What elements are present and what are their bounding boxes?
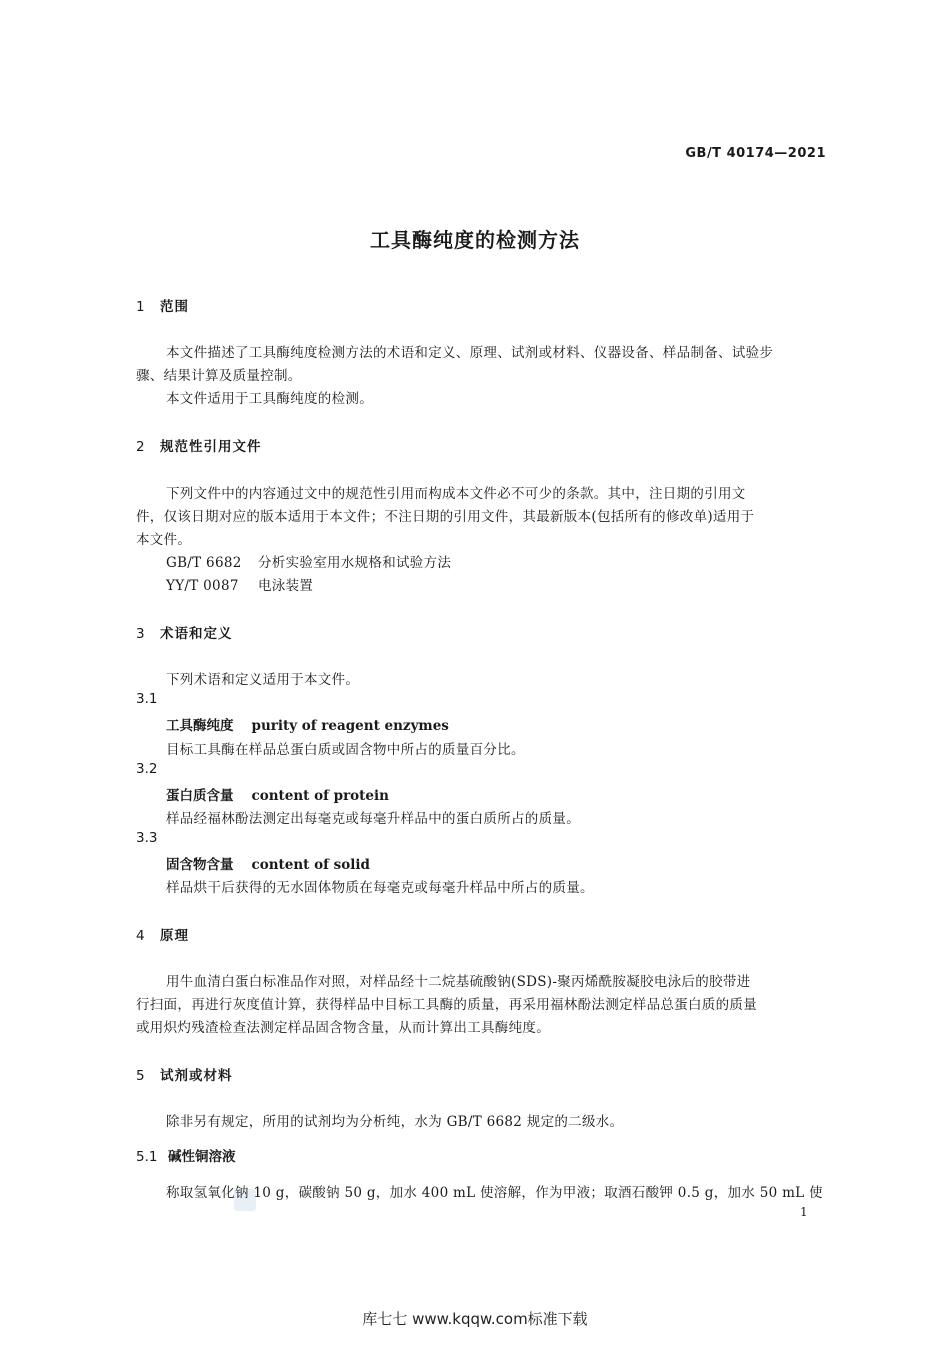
section-2-para-line-2: 件，仅该日期对应的版本适用于本文件；不注日期的引用文件，其最新版本(包括所有的修改单)适用于 [136, 509, 755, 525]
section-3-heading [136, 622, 233, 642]
term-number: 3.1 [136, 691, 158, 707]
section-number: 4 [136, 928, 146, 944]
term-en: purity of reagent enzymes [251, 718, 449, 734]
section-title: 原理 [160, 928, 189, 944]
term-heading [166, 853, 370, 873]
section-title: 术语和定义 [160, 626, 233, 642]
section-number: 2 [136, 439, 146, 455]
section-4-para-line-3: 或用炽灼残渣检查法测定样品固含物含量，从而计算出工具酶纯度。 [136, 1020, 550, 1036]
section-2-para-line-3: 本文件。 [136, 532, 192, 548]
section-2-para-line-1: 下列文件中的内容通过文中的规范性引用而构成本文件必不可少的条款。其中，注日期的引用文 [166, 486, 746, 502]
term-heading [166, 714, 449, 734]
subsection-number: 5.1 [136, 1149, 158, 1165]
section-title: 试剂或材料 [160, 1068, 233, 1084]
term-cn: 固含物含量 [166, 857, 234, 873]
section-number: 3 [136, 626, 146, 642]
reference-code: GB/T 6682 [166, 555, 242, 571]
section-1-para-line-1: 本文件描述了工具酶纯度检测方法的术语和定义、原理、试剂或材料、仪器设备、样品制备、试验步 [166, 345, 774, 361]
term-cn: 工具酶纯度 [166, 718, 234, 734]
section-3-intro: 下列术语和定义适用于本文件。 [166, 672, 360, 688]
reference-code: YY/T 0087 [166, 578, 239, 594]
section-title: 范围 [160, 299, 189, 315]
section-4-heading [136, 924, 189, 944]
section-4-para-line-2: 行扫面，再进行灰度值计算，获得样品中目标工具酶的质量，再采用福林酚法测定样品总蛋白质的质量 [136, 997, 757, 1013]
section-5-heading [136, 1064, 233, 1084]
reference-title: 分析实验室用水规格和试验方法 [258, 555, 452, 571]
term-cn: 蛋白质含量 [166, 788, 234, 804]
section-2-heading [136, 435, 262, 455]
term-definition: 目标工具酶在样品总蛋白质或固含物中所占的质量百分比。 [166, 742, 525, 758]
term-en: content of solid [251, 857, 370, 873]
section-number: 5 [136, 1068, 146, 1084]
term-number: 3.2 [136, 761, 158, 777]
footer-text: 库七七 www.kqqw.com标准下载 [362, 1310, 588, 1328]
section-5-para: 除非另有规定，所用的试剂均为分析纯，水为 GB/T 6682 规定的二级水。 [166, 1114, 624, 1130]
reference-item [166, 574, 313, 594]
term-definition: 样品烘干后获得的无水固体物质在每毫克或每毫升样品中所占的质量。 [166, 880, 594, 896]
term-definition: 样品经福林酚法测定出每毫克或每毫升样品中的蛋白质所占的质量。 [166, 811, 580, 827]
subsection-5-1-heading [136, 1145, 236, 1165]
document-title: 工具酶纯度的检测方法 [370, 228, 580, 252]
reference-item [166, 551, 451, 571]
reference-title: 电泳装置 [258, 578, 314, 594]
standard-number: GB/T 40174—2021 [685, 146, 826, 161]
section-1-para-2: 本文件适用于工具酶纯度的检测。 [166, 391, 373, 407]
subsection-5-1-para: 称取氢氧化钠 10 g，碳酸钠 50 g，加水 400 mL 使溶解，作为甲液；取酒石酸钾 0.5 g，加水 50 mL 使 [166, 1185, 823, 1201]
section-title: 规范性引用文件 [160, 439, 262, 455]
page-number: 1 [800, 1205, 808, 1219]
term-number: 3.3 [136, 830, 158, 846]
section-1-heading [136, 295, 189, 315]
term-en: content of protein [251, 788, 389, 804]
section-1-para-line-2: 骤、结果计算及质量控制。 [136, 368, 302, 384]
term-heading [166, 784, 389, 804]
subsection-title: 碱性铜溶液 [168, 1149, 236, 1165]
section-number: 1 [136, 299, 146, 315]
section-4-para-line-1: 用牛血清白蛋白标准品作对照，对样品经十二烷基硫酸钠(SDS)-聚丙烯酰胺凝胶电泳后的胶带进 [166, 974, 751, 990]
